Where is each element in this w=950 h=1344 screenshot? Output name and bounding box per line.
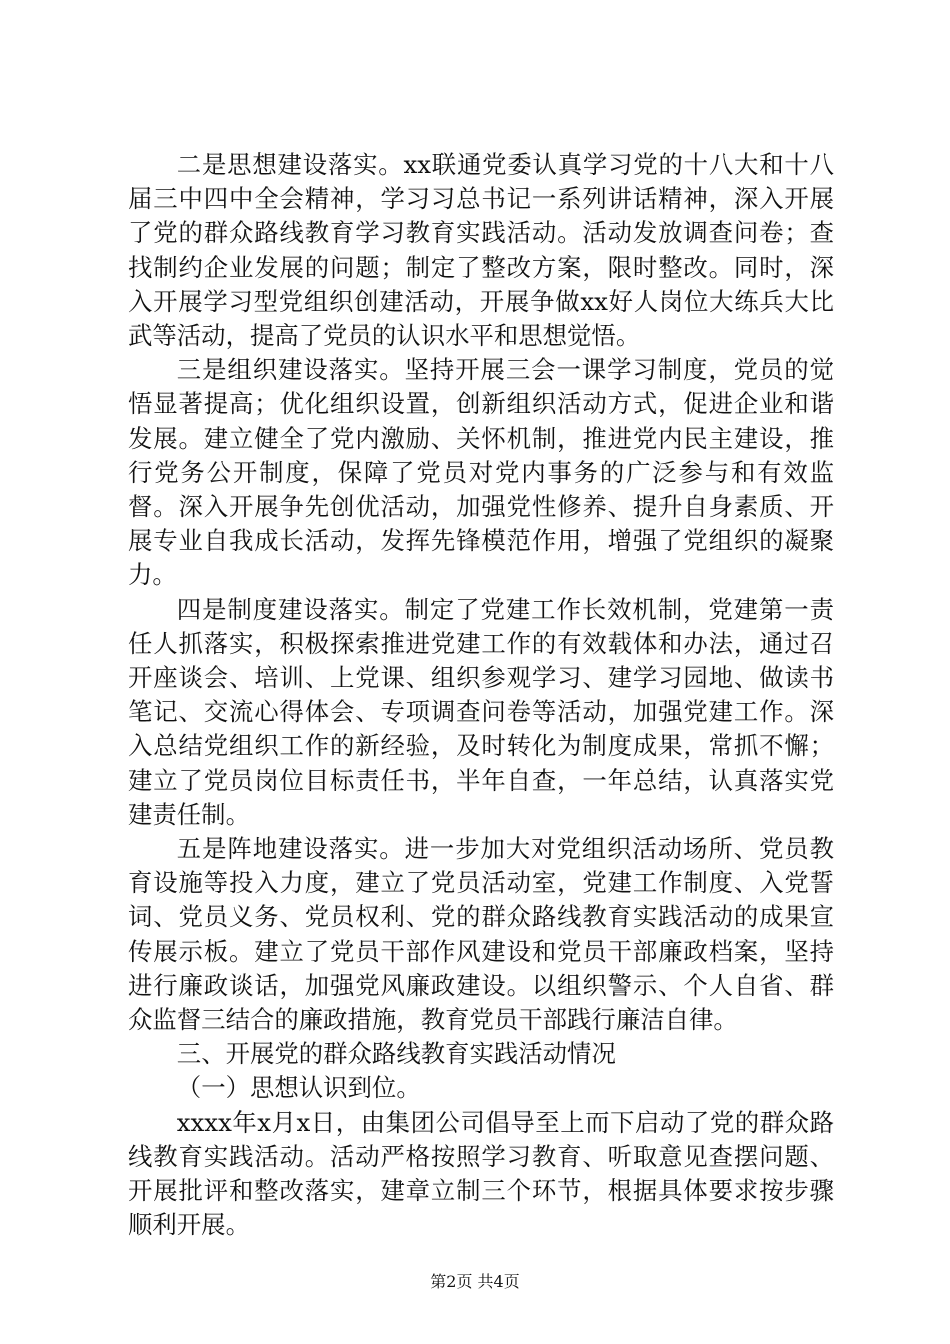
paragraph-organization: 三是组织建设落实。坚持开展三会一课学习制度，党员的觉悟显著提高；优化组织设置，创新组织活动方式，促进企业和谐发展。建立健全了党内激励、关怀机制，推进党内民主建设，推行党务公开制度，保障了党员对党内事务的广泛参与和有效监督。深入开展争先创优活动，加强党性修养、提升自身素质、开展专业自我成长活动，发挥先锋模范作用，增强了党组织的凝聚力。	[128, 355, 834, 590]
paragraph-position: 五是阵地建设落实。进一步加大对党组织活动场所、党员教育设施等投入力度，建立了党员活动室，党建工作制度、入党誓词、党员义务、党员权利、党的群众路线教育实践活动的成果宣传展示板。建立了党员干部作风建设和党员干部廉政档案，坚持进行廉政谈话，加强党风廉政建设。以组织警示、个人自省、群众监督三结合的廉政措施，教育党员干部践行廉洁自律。	[128, 834, 834, 1035]
page-number-footer: 第2页 共4页	[430, 1272, 520, 1291]
paragraph-ideology: 二是思想建设落实。xx联通党委认真学习党的十八大和十八届三中四中全会精神，学习习总书记一系列讲话精神，深入开展了党的群众路线教育学习教育实践活动。活动发放调查问卷；查找制约企业发展的问题；制定了整改方案，限时整改。同时，深入开展学习型党组织创建活动，开展争做xx好人岗位大练兵大比武等活动，提高了党员的认识水平和思想觉悟。	[128, 150, 834, 351]
subsection-heading: （一）思想认识到位。	[176, 1073, 421, 1103]
section-heading: 三、开展党的群众路线教育实践活动情况	[176, 1039, 616, 1069]
paragraph-activity-launch: xxxx年x月x日，由集团公司倡导至上而下启动了党的群众路线教育实践活动。活动严格按照学习教育、听取意见查摆问题、开展批评和整改落实，建章立制三个环节，根据具体要求按步骤顺利开展。	[128, 1107, 834, 1240]
document-body	[128, 148, 834, 1243]
paragraph-system: 四是制度建设落实。制定了党建工作长效机制，党建第一责任人抓落实，积极探索推进党建工作的有效载体和办法，通过召开座谈会、培训、上党课、组织参观学习、建学习园地、做读书笔记、交流心得体会、专项调查问卷等活动，加强党建工作。深入总结党组织工作的新经验，及时转化为制度成果，常抓不懈；建立了党员岗位目标责任书，半年自查，一年总结，认真落实党建责任制。	[128, 594, 834, 829]
